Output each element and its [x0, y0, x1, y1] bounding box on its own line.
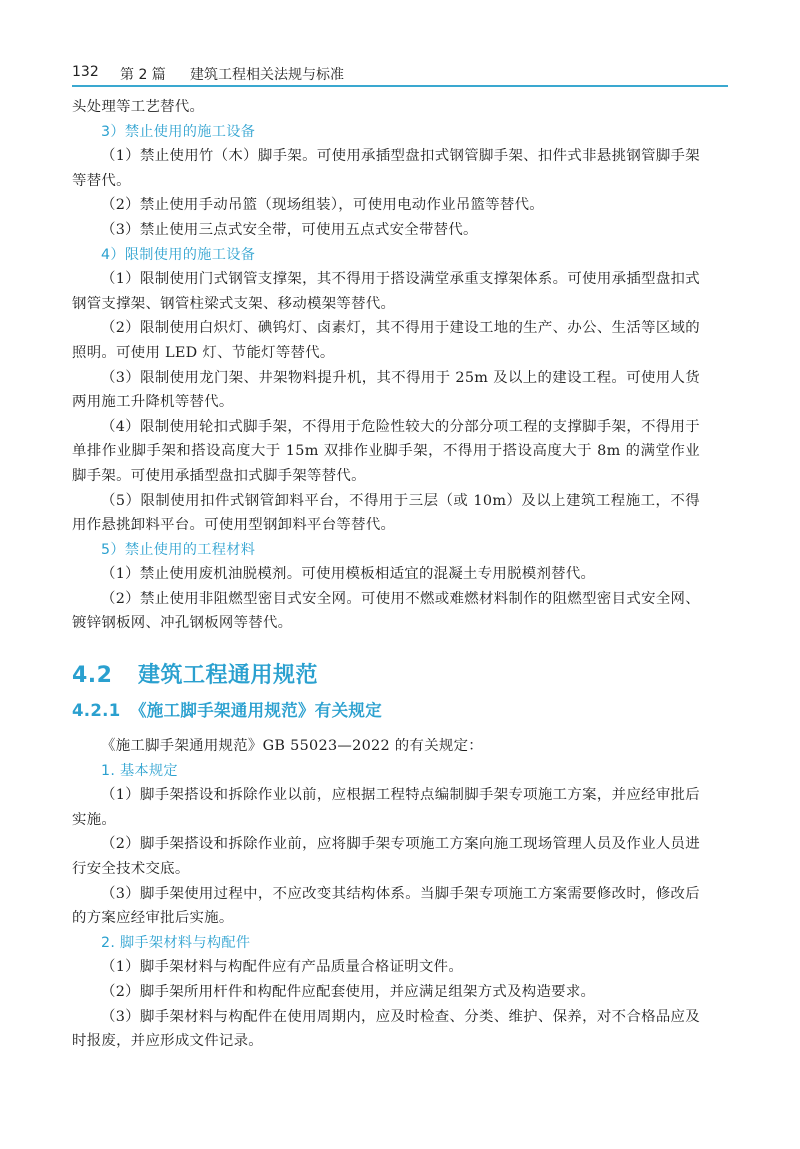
paragraph: （2）禁止使用非阻燃型密目式安全网。可使用不燃或难燃材料制作的阻燃型密目式安全网、镀锌钢板网、冲孔钢板网等替代。 [72, 590, 700, 632]
paragraph: （3）脚手架材料与构配件在使用周期内，应及时检查、分类、维护、保养，对不合格品应及时报废，并应形成文件记录。 [72, 1008, 700, 1050]
paragraph: （1）脚手架材料与构配件应有产品质量合格证明文件。 [101, 959, 464, 976]
paragraph: （2）限制使用白炽灯、碘钨灯、卤素灯，其不得用于建设工地的生产、办公、生活等区域的照明。可使用 LED 灯、节能灯等替代。 [72, 320, 700, 361]
subsection-title: 《施工脚手架通用规范》有关规定 [130, 701, 382, 721]
page-number: 132 [72, 64, 99, 80]
paragraph: 头处理等工艺替代。 [72, 99, 205, 115]
subheading-banned-equipment: 3）禁止使用的施工设备 [101, 123, 256, 140]
page-body [72, 95, 700, 1054]
subheading-banned-materials: 5）禁止使用的工程材料 [101, 541, 256, 558]
paragraph: （4）限制使用轮扣式脚手架，不得用于危险性较大的分部分项工程的支撑脚手架，不得用于单排作业脚手架和搭设高度大于 15m 双排作业脚手架，不得用于搭设高度大于 8m 的满堂作业脚手架。可使用承插型盘扣式脚手架等替代。 [72, 418, 700, 484]
paragraph: （3）禁止使用三点式安全带，可使用五点式安全带替代。 [101, 221, 478, 238]
paragraph: （1）禁止使用废机油脱模剂。可使用模板相适宜的混凝土专用脱模剂替代。 [101, 566, 596, 583]
section-number: 4.2 [72, 663, 113, 689]
paragraph: （2）脚手架所用杆件和构配件应配套使用，并应满足组架方式及构造要求。 [101, 984, 596, 1000]
paragraph: （3）脚手架使用过程中，不应改变其结构体系。当脚手架专项施工方案需要修改时，修改后的方案应经审批后实施。 [72, 885, 700, 927]
subheading-basic-rules: 1. 基本规定 [101, 762, 178, 779]
subheading-restricted-equipment: 4）限制使用的施工设备 [101, 246, 256, 263]
running-header [72, 58, 728, 88]
paragraph: 《施工脚手架通用规范》GB 55023—2022 的有关规定： [101, 738, 483, 755]
paragraph: （1）禁止使用竹（木）脚手架。可使用承插型盘扣式钢管脚手架、扣件式非悬挑钢管脚手架等替代。 [72, 148, 700, 189]
header-rule [72, 85, 728, 87]
paragraph: （1）脚手架搭设和拆除作业以前，应根据工程特点编制脚手架专项施工方案，并应经审批后实施。 [72, 787, 700, 828]
section-title: 建筑工程通用规范 [138, 663, 319, 689]
subsection-number: 4.2.1 [72, 701, 121, 721]
part-label: 第 2 篇 [120, 67, 166, 83]
chapter-title: 建筑工程相关法规与标准 [190, 67, 344, 83]
paragraph: （1）限制使用门式钢管支撑架，其不得用于搭设满堂承重支撑架体系。可使用承插型盘扣式钢管支撑架、钢管柱梁式支架、移动模架等替代。 [72, 271, 700, 312]
section-heading [72, 660, 700, 692]
paragraph: （3）限制使用龙门架、井架物料提升机，其不得用于 25m 及以上的建设工程。可使用人货两用施工升降机等替代。 [72, 369, 700, 411]
paragraph: （2）禁止使用手动吊篮（现场组装），可使用电动作业吊篮等替代。 [101, 197, 544, 214]
paragraph: （2）脚手架搭设和拆除作业前，应将脚手架专项施工方案向施工现场管理人员及作业人员进行安全技术交底。 [72, 836, 700, 878]
subheading-materials: 2. 脚手架材料与构配件 [101, 934, 251, 951]
paragraph: （5）限制使用扣件式钢管卸料平台，不得用于三层（或 10m）及以上建筑工程施工，不得用作悬挑卸料平台。可使用型钢卸料平台等替代。 [72, 492, 700, 534]
subsection-heading [72, 698, 700, 724]
